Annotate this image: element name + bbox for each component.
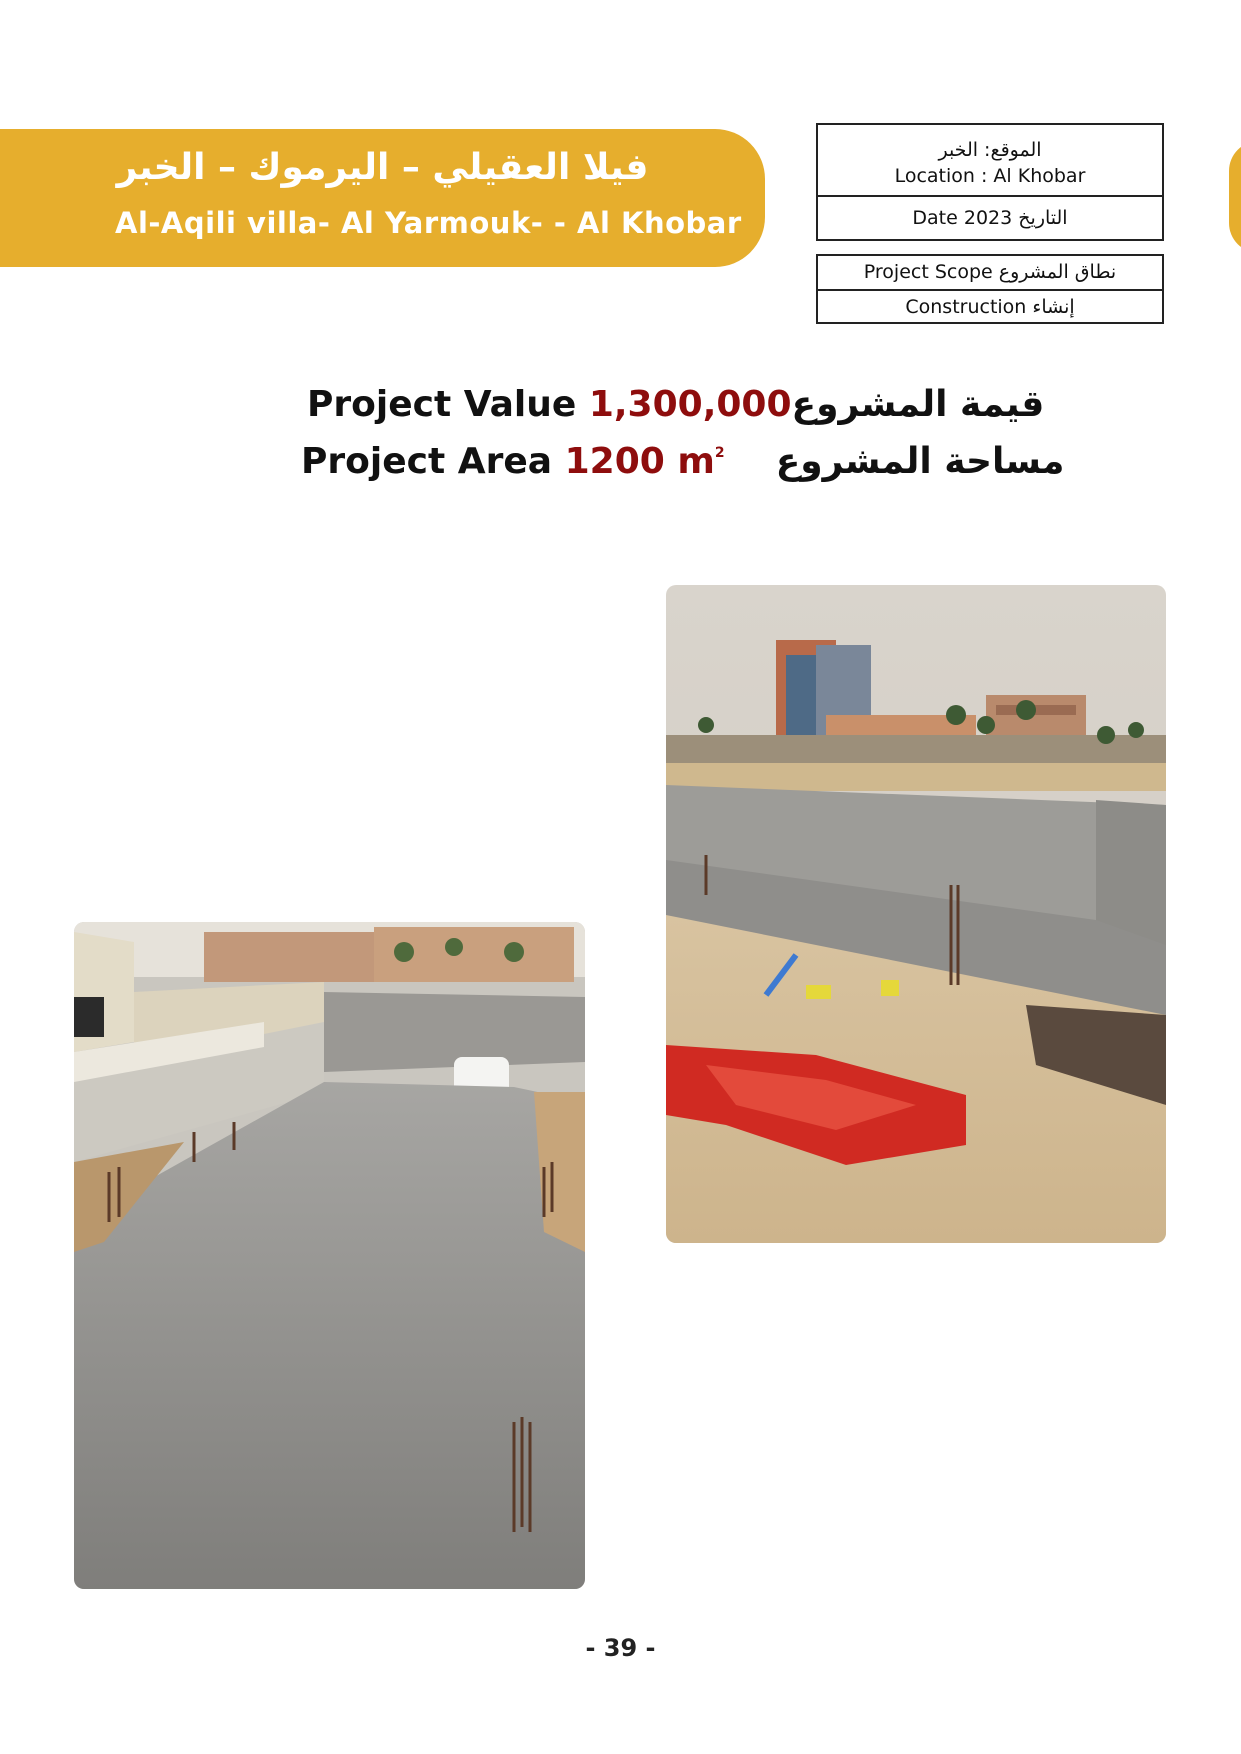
location-english: Location : Al Khobar (894, 165, 1086, 187)
project-value-label-ar: قيمة المشروع (791, 384, 1045, 425)
site-photo-right (666, 585, 1166, 1243)
title-arabic: فيلا العقيلي – اليرموك – الخبر (116, 147, 649, 188)
project-value-amount: 1,300,000 (588, 384, 792, 425)
site-photo-left-image (74, 922, 585, 1589)
project-area-line (301, 441, 1064, 482)
project-area-amount (565, 441, 725, 482)
project-area-label: Project Area (301, 441, 553, 482)
area-unit-sup: 2 (714, 445, 725, 461)
page-number: - 39 - (585, 1634, 656, 1662)
scope-box (816, 254, 1164, 324)
title-english: Al-Aqili villa- Al Yarmouk- - Al Khobar (115, 206, 742, 240)
location-arabic: الموقع: الخبر (938, 139, 1042, 161)
location-cell (818, 125, 1162, 195)
area-amount-text: 1200 m (564, 441, 715, 482)
site-photo-right-image (666, 585, 1166, 1243)
date-cell: Date 2023 التاريخ (818, 195, 1162, 239)
title-banner (0, 129, 765, 267)
project-scope-cell: Project Scope نطاق المشروع (863, 261, 1117, 283)
side-tab-decoration (1229, 141, 1241, 253)
construction-cell: Construction إنشاء (818, 289, 1162, 322)
location-date-box (816, 123, 1164, 241)
project-value-line (307, 384, 1044, 425)
project-value-label: Project Value (307, 384, 577, 425)
site-photo-left (74, 922, 585, 1589)
project-area-label-ar: مساحة المشروع (775, 441, 1065, 482)
